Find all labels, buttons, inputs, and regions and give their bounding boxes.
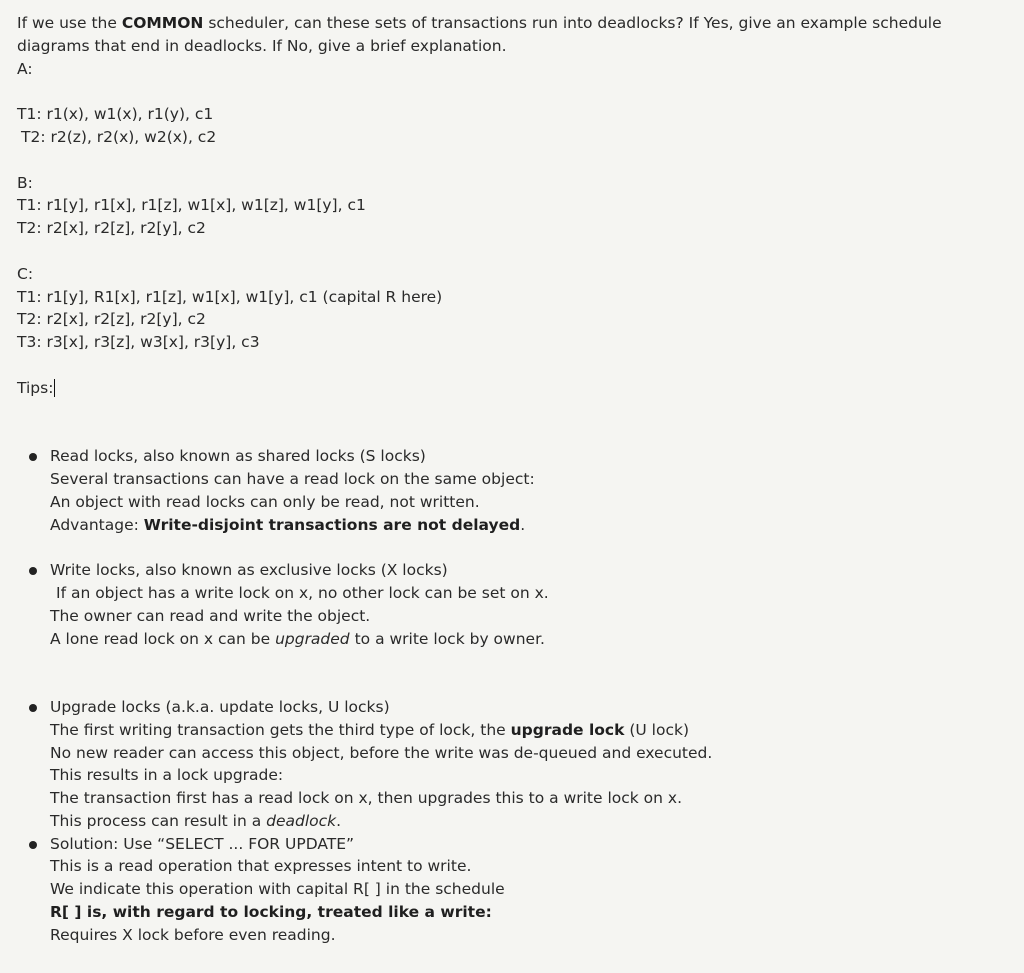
tip-line: The owner can read and write the object. xyxy=(50,606,371,625)
tips-label[interactable]: Tips: xyxy=(17,378,54,397)
tip-line: The transaction first has a read lock on x, then upgrades this to a write lock on x. xyxy=(50,789,683,808)
tip-upgrade-locks xyxy=(17,696,1012,833)
tip-line: This results in a lock upgrade: xyxy=(50,766,284,785)
common-keyword: COMMON xyxy=(121,14,204,32)
set-c-t1: T1: r1[y], R1[x], r1[z], w1[x], w1[y], c1 (capital R here) xyxy=(17,287,443,306)
set-b-t1: T1: r1[y], r1[x], r1[z], w1[x], w1[z], w1[y], c1 xyxy=(17,196,366,215)
set-b-t2: T2: r2[x], r2[z], r2[y], c2 xyxy=(17,219,206,238)
tip-heading: Solution: Use “SELECT ... FOR UPDATE” xyxy=(50,834,355,853)
tips-list xyxy=(17,559,1012,650)
tip-line: Requires X lock before even reading. xyxy=(50,925,336,944)
tip-line: An object with read locks can only be read, not written. xyxy=(50,492,480,511)
tip-line: We indicate this operation with capital R[ ] in the schedule xyxy=(50,880,505,899)
tip-line: No new reader can access this object, before the write was de-queued and executed. xyxy=(50,743,713,762)
question-line-2: diagrams that end in deadlocks. If No, give a brief explanation. xyxy=(17,36,507,55)
set-c-t2: T2: r2[x], r2[z], r2[y], c2 xyxy=(17,310,206,329)
set-c-t3: T3: r3[x], r3[z], w3[x], r3[y], c3 xyxy=(17,333,260,352)
tip-heading: Read locks, also known as shared locks (S locks) xyxy=(50,447,426,466)
tip-heading: Upgrade locks (a.k.a. update locks, U locks) xyxy=(50,697,390,716)
tip-line: If an object has a write lock on x, no other lock can be set on x. xyxy=(56,583,549,602)
bullet-icon xyxy=(29,453,37,461)
set-a-t2: T2: r2(z), r2(x), w2(x), c2 xyxy=(21,127,217,146)
bullet-icon xyxy=(29,704,37,712)
tip-line: R[ ] is, with regard to locking, treated like a write: xyxy=(50,903,492,922)
set-a-label: A: xyxy=(17,59,33,78)
document-body[interactable] xyxy=(17,12,1012,947)
tip-heading: Write locks, also known as exclusive locks (X locks) xyxy=(50,561,448,580)
tip-line: A lone read lock on x can be upgraded to a write lock by owner. xyxy=(50,629,545,648)
text-cursor xyxy=(54,379,55,397)
tip-write-locks xyxy=(17,559,1012,650)
set-b-label: B: xyxy=(17,173,33,192)
tip-line: This process can result in a deadlock. xyxy=(50,811,342,830)
tip-line: This is a read operation that expresses intent to write. xyxy=(50,857,472,876)
set-c-label: C: xyxy=(17,264,34,283)
set-a-t1: T1: r1(x), w1(x), r1(y), c1 xyxy=(17,105,214,124)
question-text: If we use the xyxy=(17,14,122,32)
question-line-1 xyxy=(17,12,1012,35)
tip-line: The first writing transaction gets the third type of lock, the upgrade lock (U lock) xyxy=(50,720,689,739)
tip-read-locks xyxy=(17,445,1012,536)
question-text: scheduler, can these sets of transactions run into deadlocks? If Yes, give an example schedule xyxy=(203,14,942,32)
tips-list xyxy=(17,445,1012,536)
tip-line: Several transactions can have a read lock on the same object: xyxy=(50,469,535,488)
bullet-icon xyxy=(29,567,37,575)
tip-line: Advantage: Write-disjoint transactions are not delayed. xyxy=(50,515,526,534)
tips-list xyxy=(17,696,1012,947)
bullet-icon xyxy=(29,841,37,849)
tip-solution xyxy=(17,833,1012,947)
